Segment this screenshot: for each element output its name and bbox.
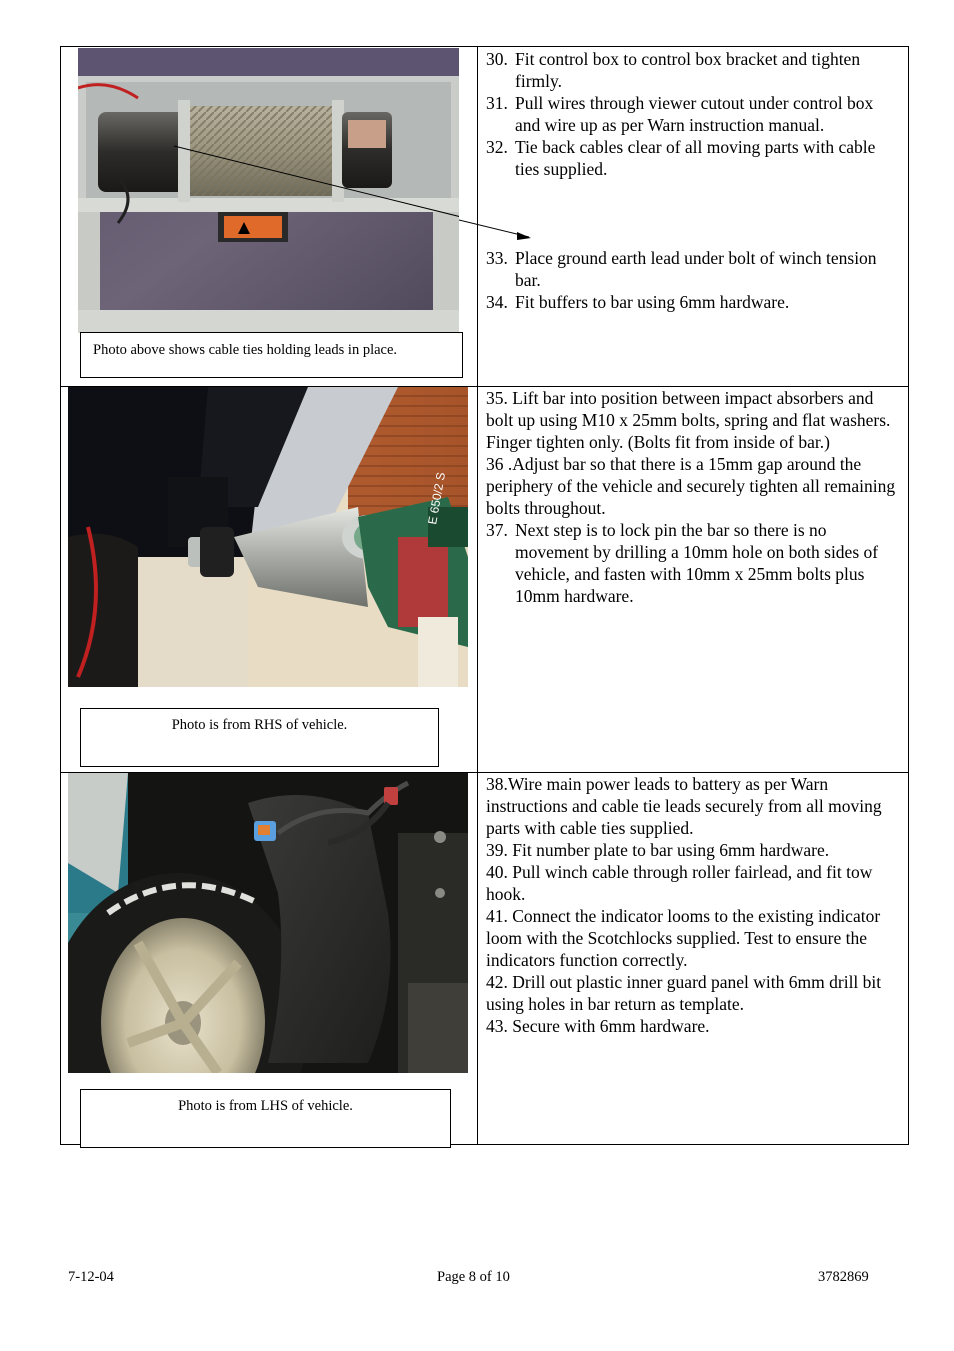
pointer-arrow (459, 210, 533, 242)
steps-group-30-32 (486, 48, 902, 180)
photo-caption-row-1 (80, 332, 463, 378)
steps-group-35-37 (486, 387, 902, 607)
step-37: 37. Next step is to lock pin the bar so there is no movement by drilling a 10mm hole on both sides of vehicle, and fasten with 10mm x 25mm bolts plus 10mm hardware. (486, 520, 879, 606)
caption-text: Photo is from LHS of vehicle. (178, 1098, 353, 1114)
footer-document-number: 3782869 (818, 1269, 869, 1285)
svg-text:E 650/2 S: E 650/2 S (425, 471, 449, 526)
step-34: 34. Fit buffers to bar using 6mm hardware. (486, 292, 790, 312)
caption-text: Photo is from RHS of vehicle. (171, 717, 348, 733)
step-31: 31. Pull wires through viewer cutout under control box and wire up as per Warn instruction manual. (486, 93, 874, 135)
table-border-left (60, 46, 61, 1145)
table-border-top (60, 46, 909, 47)
caption-text: Photo above shows cable ties holding leads in place. (93, 342, 398, 358)
drill-photo (68, 387, 468, 687)
photo-caption-row-3 (80, 1089, 451, 1148)
footer-date: 7-12-04 (68, 1269, 114, 1285)
step-38: 38.Wire main power leads to battery as per Warn instructions and cable tie leads securely from all moving parts with cable ties supplied. (486, 774, 882, 838)
footer-page-number: Page 8 of 10 (437, 1269, 510, 1285)
step-33: 33. Place ground earth lead under bolt of winch tension bar. (486, 248, 877, 290)
photo-caption-row-2 (80, 708, 439, 767)
step-35: 35. Lift bar into position between impact absorbers and bolt up using M10 x 25mm bolts, spring and flat washers. Finger tighten only. (Bolts fit from inside of bar.) (486, 388, 891, 452)
step-40: 40. Pull winch cable through roller fairlead, and fit tow hook. (486, 862, 873, 904)
wheel-arch-photo (68, 773, 468, 1073)
steps-group-38-43 (486, 773, 902, 1037)
step-39: 39. Fit number plate to bar using 6mm hardware. (486, 840, 830, 860)
step-42: 42. Drill out plastic inner guard panel with 6mm drill bit using holes in bar return as template. (486, 972, 882, 1014)
step-41: 41. Connect the indicator looms to the existing indicator loom with the Scotchlocks supplied. Test to ensure the indicators function correctly. (486, 906, 881, 970)
step-43: 43. Secure with 6mm hardware. (486, 1016, 710, 1036)
step-32: 32. Tie back cables clear of all moving parts with cable ties supplied. (486, 137, 876, 179)
winch-photo (78, 48, 459, 333)
step-36: 36 .Adjust bar so that there is a 15mm gap around the periphery of the vehicle and securely tighten all remaining bolts throughout. (486, 454, 896, 518)
table-border-right (908, 46, 909, 1145)
steps-group-33-34 (486, 247, 902, 313)
step-30: 30. Fit control box to control box bracket and tighten firmly. (486, 49, 861, 91)
